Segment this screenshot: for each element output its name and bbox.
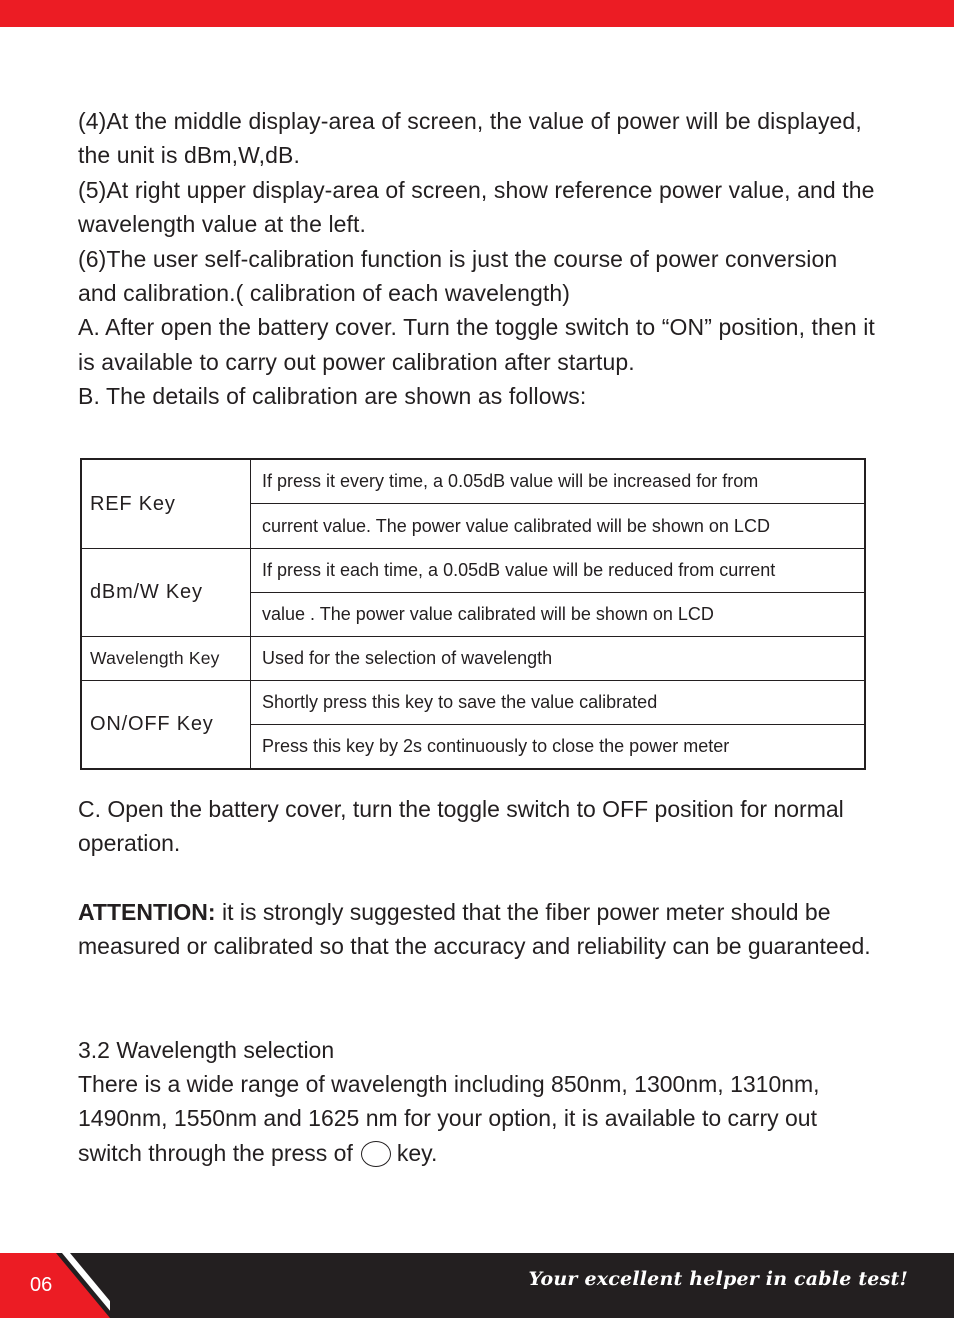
- calibration-key-table: [80, 458, 866, 770]
- key-description-line: Shortly press this key to save the value calibrated: [251, 681, 866, 725]
- key-description-line: If press it each time, a 0.05dB value will be reduced from current: [251, 549, 866, 593]
- intro-text: [78, 104, 878, 414]
- paragraph-step-b: B. The details of calibration are shown as follows:: [78, 383, 587, 410]
- paragraph-self-calibration: (6)The user self-calibration function is just the course of power conversion and calibration.( calibration of each wavelength): [78, 245, 838, 307]
- key-name-ref: REF Key: [81, 459, 251, 549]
- paragraph-display-power: (4)At the middle display-area of screen, the value of power will be displayed, the unit is dBm,W,dB.: [78, 108, 862, 169]
- key-description-line: If press it every time, a 0.05dB value will be increased for from: [251, 459, 866, 504]
- key-description-line: Used for the selection of wavelength: [251, 637, 866, 681]
- paragraph-step-c: C. Open the battery cover, turn the toggle switch to OFF position for normal operation.: [78, 796, 844, 857]
- attention-note: [78, 895, 878, 964]
- key-name-on-off: ON/OFF Key: [81, 681, 251, 770]
- paragraph-reference-power: (5)At right upper display-area of screen, show reference power value, and the wavelength value at the left.: [78, 176, 875, 238]
- section-body-text: There is a wide range of wavelength including 850nm, 1300nm, 1310nm, 1490nm, 1550nm and 1625 nm for your option, it is available to carry out switch through the press of: [78, 1071, 820, 1166]
- attention-label: ATTENTION:: [78, 899, 216, 925]
- top-accent-bar: [0, 0, 954, 27]
- table-row: [81, 637, 865, 681]
- key-description-line: Press this key by 2s continuously to close the power meter: [251, 725, 866, 770]
- footer-slogan: Your excellent helper in cable test!: [528, 1268, 908, 1290]
- table-row: [81, 681, 865, 725]
- table-row: [81, 549, 865, 593]
- key-name-dbm-w: dBm/W Key: [81, 549, 251, 637]
- paragraph-step-a: A. After open the battery cover. Turn the toggle switch to “ON” position, then it is available to carry out power calibration after startup.: [78, 314, 875, 375]
- section-body: [78, 1067, 878, 1170]
- key-name-wavelength: Wavelength Key: [81, 637, 251, 681]
- section-body-end: key.: [396, 1139, 438, 1166]
- table-row: [81, 459, 865, 504]
- key-description-line: value . The power value calibrated will be shown on LCD: [251, 593, 866, 637]
- page-number: 06: [30, 1274, 53, 1296]
- circle-key-icon: [361, 1141, 391, 1167]
- page-number-tab: [0, 1253, 110, 1318]
- key-description-line: current value. The power value calibrated will be shown on LCD: [251, 504, 866, 549]
- attention-text: it is strongly suggested that the fiber power meter should be measured or calibrated so that the accuracy and reliability can be guaranteed.: [78, 899, 871, 960]
- section-heading: 3.2 Wavelength selection: [78, 1037, 335, 1063]
